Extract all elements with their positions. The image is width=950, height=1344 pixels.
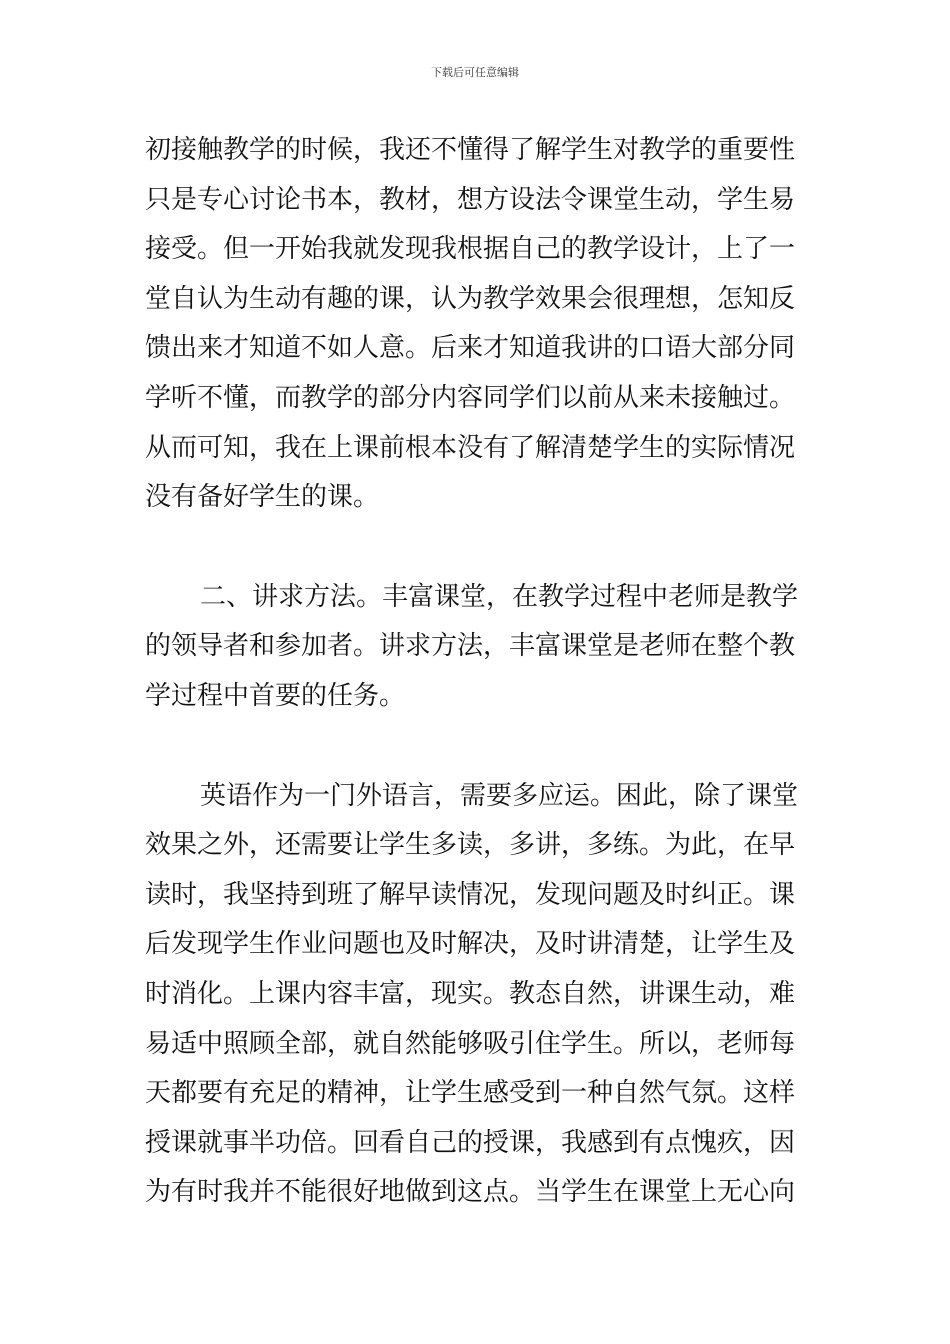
- paragraph-3: [145, 772, 807, 1218]
- text-line: 后发现学生作业问题也及时解决，及时讲清楚，让学生及: [145, 929, 796, 960]
- page-header: 下载后可任意编辑: [431, 66, 519, 79]
- text-line: 英语作为一门外语言，需要多应运。困此，除了课堂: [200, 780, 799, 811]
- text-line: 学听不懂，而教学的部分内容同学们以前从来未接触过。: [145, 382, 796, 413]
- text-line: 初接触教学的时候，我还不懂得了解学生对教学的重要性: [145, 135, 796, 165]
- text-line: 没有备好学生的课。: [145, 482, 380, 513]
- text-line: 读时，我坚持到班了解早读情况，发现问题及时纠正。课: [145, 879, 796, 910]
- text-line: 二、讲求方法。丰富课堂，在教学过程中老师是教学: [200, 581, 799, 612]
- text-line: 只是专心讨论书本，教材，想方设法令课堂生动，学生易: [145, 184, 796, 215]
- text-line: 易适中照顾全部，就自然能够吸引住学生。所以，老师每: [145, 1028, 796, 1059]
- document-body: [145, 126, 807, 1218]
- text-line: 为有时我并不能很好地做到这点。当学生在课堂上无心向: [145, 1177, 796, 1208]
- paragraph-2: [145, 573, 807, 722]
- text-line: 堂自认为生动有趣的课，认为教学效果会很理想，怎知反: [145, 283, 796, 314]
- text-line: 时消化。上课内容丰富，现实。教态自然，讲课生动，难: [145, 978, 796, 1009]
- text-line: 学过程中首要的任务。: [145, 680, 406, 711]
- text-line: 授课就事半功倍。回看自己的授课，我感到有点愧疚，因: [145, 1127, 796, 1158]
- text-line: 馈出来才知道不如人意。后来才知道我讲的口语大部分同: [145, 333, 796, 364]
- text-line: 的领导者和参加者。讲求方法，丰富课堂是老师在整个教: [145, 631, 796, 662]
- text-line: 接受。但一开始我就发现我根据自己的教学设计，上了一: [145, 234, 796, 265]
- text-line: 天都要有充足的精神，让学生感受到一种自然气氛。这样: [145, 1078, 796, 1109]
- text-line: 效果之外，还需要让学生多读，多讲，多练。为此，在早: [145, 830, 796, 861]
- paragraph-1: [145, 126, 807, 523]
- text-line: 从而可知，我在上课前根本没有了解清楚学生的实际情况: [145, 432, 796, 463]
